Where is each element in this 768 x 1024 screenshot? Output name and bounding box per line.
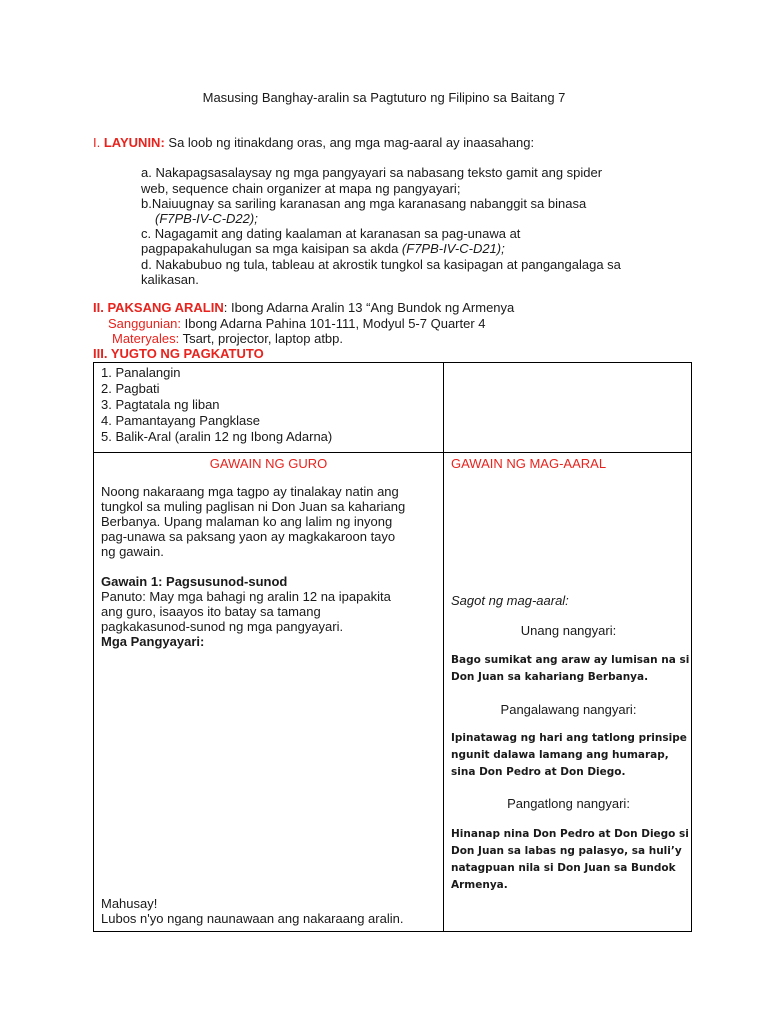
step-item: 4. Pamantayang Pangklase (101, 413, 260, 428)
guro-intro-line: ng gawain. (101, 544, 164, 559)
unang-label: Unang nangyari: (520, 623, 617, 638)
layunin-intro: Sa loob ng itinakdang oras, ang mga mag-aaral ay inaasahang: (168, 135, 535, 150)
objective-b-line1: b.Naiuugnay sa sariling karanasan ang mga karanasang nabanggit sa binasa (141, 196, 587, 211)
magaaral-cell (444, 453, 692, 932)
steps-cell (94, 363, 444, 453)
lesson-table (93, 362, 692, 932)
sanggunian-line (108, 316, 486, 332)
materyales-value: Tsart, projector, laptop atbp. (179, 331, 344, 346)
objective-d-line2: kalikasan. (141, 272, 199, 287)
sagot-label: Sagot ng mag-aaral: (451, 593, 569, 608)
materyales-line (112, 331, 343, 347)
guro-intro-line: Berbanya. Upang malaman ko ang lalim ng inyong (101, 514, 393, 529)
magaaral-header: GAWAIN NG MAG-AARAL (451, 456, 607, 471)
closing-text: Lubos n'yo ngang naunawaan ang nakaraang aralin. (101, 911, 404, 926)
paksa-value: : Ibong Adarna Aralin 13 “Ang Bundok ng Armenya (223, 300, 515, 315)
mahusay-text: Mahusay! (101, 896, 158, 911)
sanggunian-label: Sanggunian: (108, 316, 182, 331)
answer-line: Armenya. (451, 879, 508, 891)
paksa-line (93, 300, 514, 316)
step-item: 2. Pagbati (101, 381, 160, 396)
answer-line: Hinanap nina Don Pedro at Don Diego si (451, 828, 689, 840)
steps-right-cell (444, 363, 692, 453)
step-item: 3. Pagtatala ng liban (101, 397, 220, 412)
pangalawang-label: Pangalawang nangyari: (500, 702, 637, 717)
guro-header: GAWAIN NG GURO (209, 456, 328, 471)
layunin-heading (93, 135, 534, 151)
panuto-line: Panuto: May mga bahagi ng aralin 12 na ipapakita (101, 589, 391, 604)
guro-cell (94, 453, 444, 932)
panuto-line: pagkakasunod-sunod ng mga pangyayari. (101, 619, 344, 634)
guro-intro-line: pag-unawa sa paksang yaon ay magkakaroon tayo (101, 529, 396, 544)
gawain-title: Gawain 1: Pagsusunod-sunod (101, 574, 288, 589)
pangyayari-label: Mga Pangyayari: (101, 634, 205, 649)
sanggunian-value: Ibong Adarna Pahina 101-111, Modyul 5-7 Quarter 4 (181, 316, 486, 331)
pangatlong-label: Pangatlong nangyari: (507, 796, 630, 811)
objective-d-line1: d. Nakabubuo ng tula, tableau at akrostik tungkol sa kasipagan at pangangalaga sa (141, 257, 621, 272)
step-item: 1. Panalangin (101, 365, 181, 380)
answer-line: natagpuan nila si Don Juan sa Bundok (451, 862, 676, 874)
layunin-number: I. (93, 135, 101, 150)
objective-c-line2 (141, 241, 505, 257)
answer-line: ngunit dalawa lamang ang humarap, (451, 749, 669, 761)
doc-title: Masusing Banghay-aralin sa Pagtuturo ng Filipino sa Baitang 7 (202, 90, 566, 105)
answer-line: Ipinatawag ng hari ang tatlong prinsipe (451, 732, 687, 744)
objective-b-code: (F7PB-IV-C-D22); (155, 211, 258, 226)
objective-c-code: (F7PB-IV-C-D21); (401, 241, 505, 256)
step-item: 5. Balik-Aral (aralin 12 ng Ibong Adarna) (101, 429, 333, 444)
answer-line: Don Juan sa kahariang Berbanya. (451, 671, 649, 683)
steps-list (94, 363, 443, 445)
panuto-line: ang guro, isaayos ito batay sa tamang (101, 604, 321, 619)
guro-intro-line: tungkol sa muling paglisan ni Don Juan sa kahariang (101, 499, 406, 514)
layunin-label: LAYUNIN: (103, 135, 165, 150)
objective-c-line1: c. Nagagamit ang dating kaalaman at karanasan sa pag-unawa at (141, 226, 521, 241)
guro-intro-line: Noong nakaraang mga tagpo ay tinalakay natin ang (101, 484, 399, 499)
paksa-label: II. PAKSANG ARALIN (93, 300, 224, 315)
answer-line: Don Juan sa labas ng palasyo, sa huli’y (451, 845, 682, 857)
answer-line: sina Don Pedro at Don Diego. (451, 766, 626, 778)
objective-c-text: pagpapakahulugan sa mga kaisipan sa akda (141, 241, 402, 256)
objective-a-line2: web, sequence chain organizer at mapa ng pangyayari; (141, 181, 461, 196)
yugto-heading: III. YUGTO NG PAGKATUTO (93, 346, 264, 361)
materyales-label: Materyales: (112, 331, 180, 346)
answer-line: Bago sumikat ang araw ay lumisan na si (451, 654, 690, 666)
objective-a-line1: a. Nakapagsasalaysay ng mga pangyayari sa nabasang teksto gamit ang spider (141, 165, 603, 180)
